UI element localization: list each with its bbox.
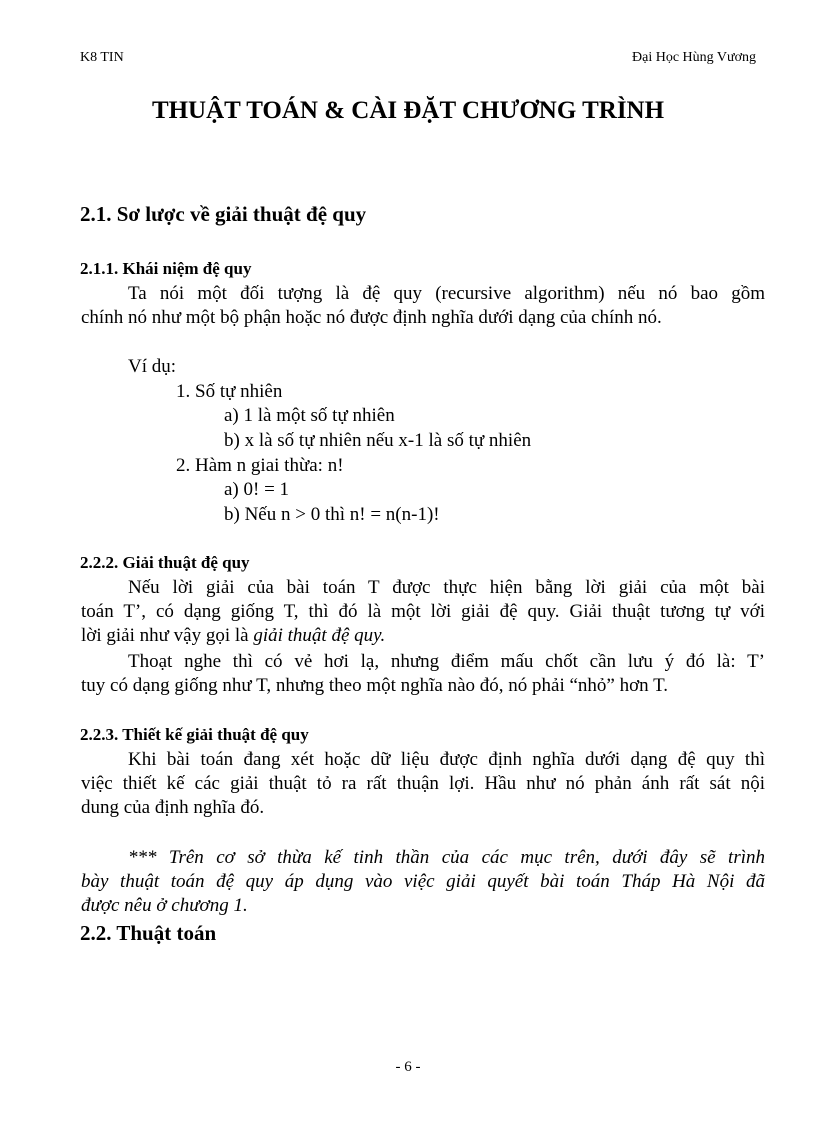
paragraph-remark (81, 650, 765, 698)
section-heading-2-2: 2.2. Thuật toán (80, 921, 217, 945)
list-subitem: a) 1 là một số tự nhiên (224, 405, 395, 426)
list-subitem: b) Nếu n > 0 thì n! = n(n-1)! (224, 504, 440, 525)
list-item: 1. Số tự nhiên (176, 381, 283, 402)
paragraph-recursive-solution (81, 576, 765, 648)
section-heading-2-2-3: 2.2.3. Thiết kế giải thuật đệ quy (80, 725, 309, 744)
paragraph-line: dung của định nghĩa đó. (81, 797, 265, 818)
paragraph-line: Ta nói một đối tượng là đệ quy (recursive algorithm) nếu nó bao gồm (128, 283, 765, 304)
section-heading-2-2-2: 2.2.2. Giải thuật đệ quy (80, 553, 250, 572)
paragraph-design (81, 748, 765, 820)
note-paragraph (81, 846, 765, 918)
paragraph-line: Thoạt nghe thì có vẻ hơi lạ, nhưng điểm mấu chốt cần lưu ý đó là: T’ (128, 651, 765, 672)
page-number: - 6 - (395, 1059, 421, 1075)
header-left: K8 TIN (80, 50, 124, 65)
list-subitem: a) 0! = 1 (224, 479, 290, 500)
paragraph-line: việc thiết kế các giải thuật tỏ ra rất thuận lợi. Hầu như nó phản ánh rất sát nội (81, 773, 765, 794)
paragraph-text: lời giải như vậy gọi là (81, 625, 254, 646)
paragraph-line: tuy có dạng giống như T, nhưng theo một nghĩa nào đó, nó phải “nhỏ” hơn T. (81, 675, 669, 696)
paragraph-definition (81, 282, 765, 330)
note-line: được nêu ở chương 1. (81, 895, 248, 916)
paragraph-line (81, 624, 765, 648)
list-subitem: b) x là số tự nhiên nếu x-1 là số tự nhiên (224, 430, 532, 451)
example-label: Ví dụ: (128, 356, 177, 377)
list-item: 2. Hàm n giai thừa: n! (176, 455, 344, 476)
section-heading-2-1-1: 2.1.1. Khái niệm đệ quy (80, 259, 252, 278)
section-heading-2-1: 2.1. Sơ lược về giải thuật đệ quy (80, 202, 367, 226)
note-line: bày thuật toán đệ quy áp dụng vào việc giải quyết bài toán Tháp Hà Nội đã (81, 871, 765, 892)
paragraph-line: toán T’, có dạng giống T, thì đó là một lời giải đệ quy. Giải thuật tương tự với (81, 601, 765, 622)
paragraph-line: chính nó như một bộ phận hoặc nó được định nghĩa dưới dạng của chính nó. (81, 307, 662, 328)
note-line: *** Trên cơ sở thừa kế tinh thần của các mục trên, dưới đây sẽ trình (128, 847, 765, 868)
italic-term: giải thuật đệ quy. (253, 625, 386, 646)
paragraph-line: Nếu lời giải của bài toán T được thực hiện bằng lời giải của một bài (128, 577, 765, 598)
paragraph-line: Khi bài toán đang xét hoặc dữ liệu được định nghĩa dưới dạng đệ quy thì (128, 749, 765, 770)
header-right: Đại Học Hùng Vương (632, 50, 756, 65)
page-title: THUẬT TOÁN & CÀI ĐẶT CHƯƠNG TRÌNH (151, 97, 665, 124)
